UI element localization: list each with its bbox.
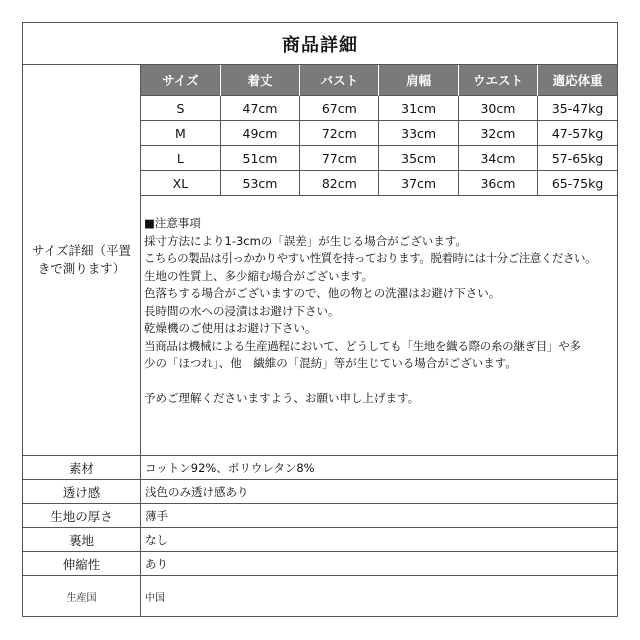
table-cell: 35-47kg bbox=[538, 96, 617, 121]
table-cell: 82cm bbox=[300, 171, 379, 196]
stretch-value: あり bbox=[145, 556, 168, 571]
notes-spacer bbox=[144, 373, 617, 391]
notes-line: 採寸方法により1-3cmの「誤差」が生じる場合がございます。 bbox=[144, 233, 467, 248]
table-cell: 32cm bbox=[458, 121, 537, 146]
table-cell: 51cm bbox=[220, 146, 299, 171]
notes-line: 色落ちする場合がございますので、他の物との洗濯はお避け下さい。 bbox=[144, 286, 501, 300]
notes-line: 少の「ほつれ」、他 繊維の「混紡」等が生じている場合がございます。 bbox=[144, 356, 517, 370]
notes-line: 予めご理解くださいますよう、お願い申し上げます。 bbox=[144, 391, 420, 405]
product-detail-table bbox=[22, 22, 618, 617]
table-cell: 72cm bbox=[300, 121, 379, 146]
origin-label: 生産国 bbox=[23, 576, 141, 616]
table-row bbox=[141, 146, 617, 171]
table-cell: 37cm bbox=[379, 171, 458, 196]
table-cell: XL bbox=[141, 171, 220, 196]
notes-line: 長時間の水への浸漬はお避け下さい。 bbox=[144, 303, 340, 318]
header-shoulder: 肩幅 bbox=[379, 65, 458, 96]
notes-heading: ■注意事項 bbox=[144, 216, 201, 230]
notes-line: 当商品は機械による生産過程において、どうしても「生地を織る際の糸の継ぎ目」や多 bbox=[144, 338, 581, 353]
notes-line: 乾燥機のご使用はお避け下さい。 bbox=[144, 321, 317, 335]
size-detail-label-text: サイズ詳細（平置きで測ります） bbox=[31, 243, 131, 276]
transparency-value: 浅色のみ透け感あり bbox=[145, 484, 249, 499]
table-row bbox=[141, 171, 617, 196]
transparency-label: 透け感 bbox=[23, 480, 141, 503]
table-cell: 36cm bbox=[458, 171, 537, 196]
header-waist: ウエスト bbox=[458, 65, 537, 96]
table-cell: 33cm bbox=[379, 121, 458, 146]
material-label: 素材 bbox=[23, 456, 141, 479]
header-weight: 適応体重 bbox=[538, 65, 617, 96]
table-cell: 49cm bbox=[220, 121, 299, 146]
notes-line: 生地の性質上、多少縮む場合がございます。 bbox=[144, 268, 374, 283]
header-length: 着丈 bbox=[220, 65, 299, 96]
table-cell: 53cm bbox=[220, 171, 299, 196]
table-cell: 31cm bbox=[379, 96, 458, 121]
origin-value: 中国 bbox=[145, 592, 165, 604]
page-title: 商品詳細 bbox=[23, 23, 617, 65]
lining-value: なし bbox=[145, 532, 168, 547]
table-cell: 34cm bbox=[458, 146, 537, 171]
table-cell: 77cm bbox=[300, 146, 379, 171]
table-cell: 47cm bbox=[220, 96, 299, 121]
table-cell: 30cm bbox=[458, 96, 537, 121]
table-cell: 57-65kg bbox=[538, 146, 617, 171]
table-row bbox=[141, 96, 617, 121]
header-bust: バスト bbox=[300, 65, 379, 96]
notes-line: こちらの製品は引っかかりやすい性質を持っております。脱着時には十分ご注意ください。 bbox=[144, 251, 597, 265]
header-size: サイズ bbox=[141, 65, 220, 96]
thickness-value: 薄手 bbox=[145, 508, 168, 523]
table-row bbox=[141, 121, 617, 146]
table-cell: L bbox=[141, 146, 220, 171]
table-cell: 65-75kg bbox=[538, 171, 617, 196]
table-cell: M bbox=[141, 121, 220, 146]
size-table bbox=[141, 65, 617, 196]
lining-label: 裏地 bbox=[23, 528, 141, 551]
size-table-header bbox=[141, 65, 617, 96]
material-value: コットン92%、ポリウレタン8% bbox=[145, 460, 315, 475]
table-cell: 35cm bbox=[379, 146, 458, 171]
table-cell: 67cm bbox=[300, 96, 379, 121]
size-detail-label bbox=[23, 65, 141, 455]
thickness-label: 生地の厚さ bbox=[23, 504, 141, 527]
table-cell: S bbox=[141, 96, 220, 121]
stretch-label: 伸縮性 bbox=[23, 552, 141, 575]
notes-block bbox=[141, 203, 617, 408]
table-cell: 47-57kg bbox=[538, 121, 617, 146]
